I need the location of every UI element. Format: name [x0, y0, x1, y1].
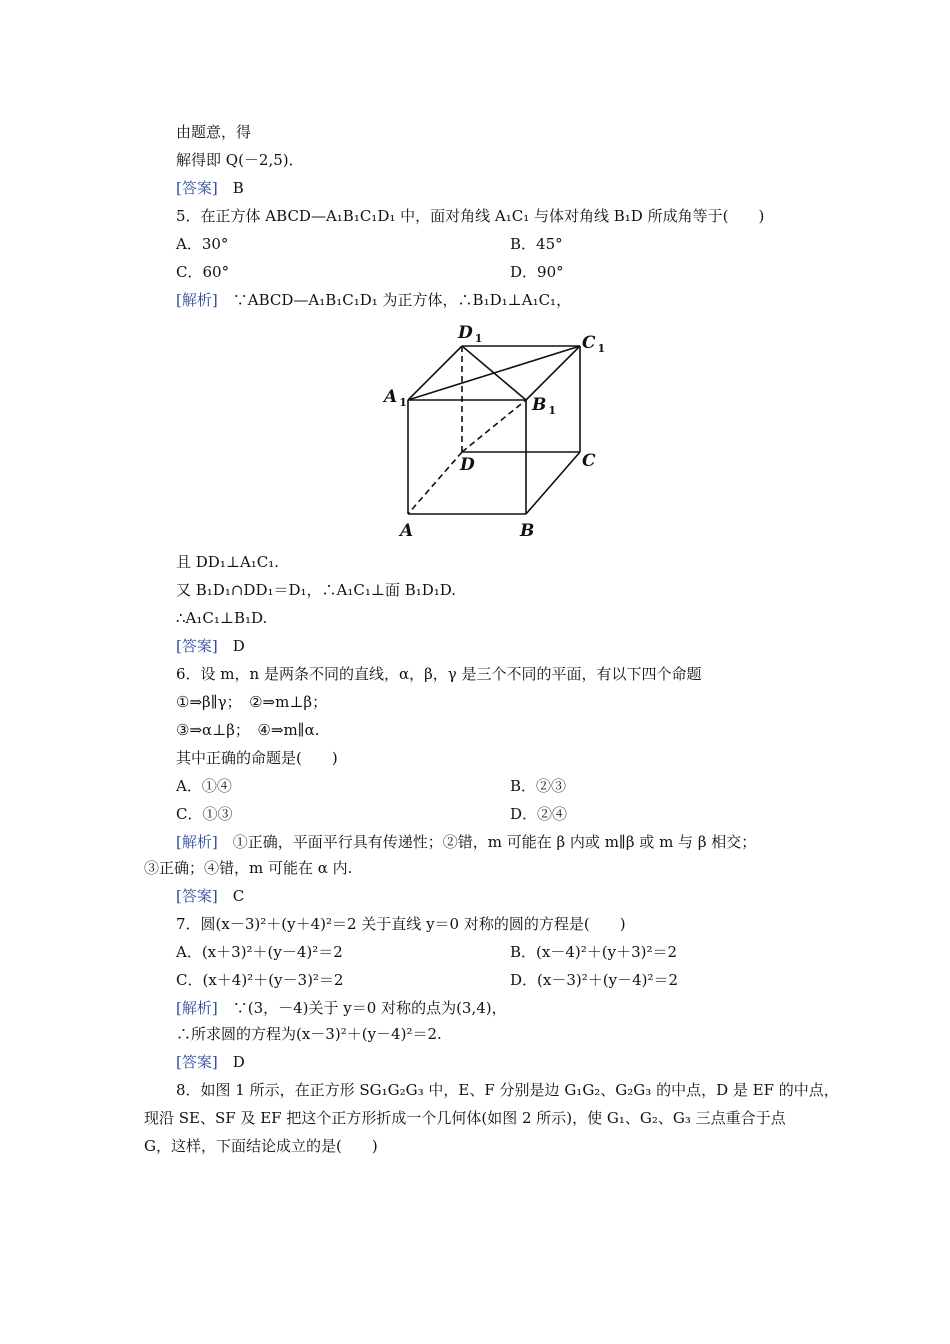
q5-option-a: A．30°: [176, 235, 229, 253]
q5-option-b: B．45°: [510, 235, 563, 253]
label-b1: B $_1$: [532, 395, 557, 417]
cube-diagram: [370, 318, 610, 546]
q6-propositions-3-4: ③⇒α⊥β； ④⇒m∥α.: [176, 721, 320, 739]
label-c1: C $_1$: [582, 333, 606, 355]
analysis-text: ①正确，平面平行具有传递性；②错，m 可能在 β 内或 m∥β 或 m 与 β 相交；: [232, 833, 757, 851]
answer-tag: [答案]: [176, 637, 218, 655]
text-line: 解得即 Q(－2,5)．: [176, 151, 304, 169]
q5-option-c: C．60°: [176, 263, 230, 281]
q7-option-b: B．(x－4)²＋(y＋3)²＝2: [510, 943, 678, 961]
q5-option-d: D．90°: [510, 263, 564, 281]
label-a: A: [400, 521, 414, 541]
analysis-tag: [解析]: [176, 999, 218, 1017]
label-b: B: [520, 521, 535, 541]
q6-option-d: D．②④: [510, 805, 568, 823]
answer-value: B: [232, 179, 244, 197]
question-7-stem: 7．圆(x－3)²＋(y＋4)²＝2 关于直线 y＝0 对称的圆的方程是( ): [176, 915, 626, 933]
answer-line: [176, 178, 244, 198]
q6-option-c: C．①③: [176, 805, 233, 823]
q7-analysis: [176, 998, 507, 1018]
answer-tag: [答案]: [176, 887, 218, 905]
q6-analysis-cont: ③正确；④错，m 可能在 α 内.: [144, 859, 353, 877]
q7-option-d: D．(x－3)²＋(y－4)²＝2: [510, 971, 679, 989]
label-d: D: [460, 455, 475, 475]
q6-option-b: B．②③: [510, 777, 567, 795]
answer-tag: [答案]: [176, 1053, 218, 1071]
q5-answer: [176, 636, 245, 656]
label-d1: D $_1$: [458, 323, 483, 345]
answer-value: D: [232, 1053, 245, 1071]
question-5-stem: 5．在正方体 ABCD—A₁B₁C₁D₁ 中，面对角线 A₁C₁ 与体对角线 B₁D 所成角等于( ): [176, 207, 765, 225]
q7-option-c: C．(x＋4)²＋(y－3)²＝2: [176, 971, 344, 989]
answer-value: C: [232, 887, 245, 905]
analysis-tag: [解析]: [176, 291, 218, 309]
label-c: C: [582, 451, 596, 471]
q7-answer: [176, 1052, 245, 1072]
question-8-line-1: 8．如图 1 所示，在正方形 SG₁G₂G₃ 中，E、F 分别是边 G₁G₂、G₂G₃ 的中点，D 是 EF 的中点，: [176, 1081, 839, 1099]
analysis-tag: [解析]: [176, 833, 218, 851]
q5-step-3: ∴A₁C₁⊥B₁D.: [176, 609, 268, 627]
q5-analysis: [176, 290, 571, 310]
question-8-line-3: G，这样，下面结论成立的是( ): [144, 1137, 378, 1155]
q5-step-1: 且 DD₁⊥A₁C₁.: [176, 553, 280, 571]
q5-step-2: 又 B₁D₁∩DD₁＝D₁，∴A₁C₁⊥面 B₁D₁D.: [176, 581, 457, 599]
q6-ask: 其中正确的命题是( ): [176, 749, 338, 767]
q6-propositions-1-2: ①⇒β∥γ； ②⇒m⊥β；: [176, 693, 328, 711]
question-8-line-2: 现沿 SE、SF 及 EF 把这个正方形折成一个几何体(如图 2 所示)，使 G₁、G₂、G₃ 三点重合于点: [144, 1109, 786, 1127]
analysis-text: ∵ABCD—A₁B₁C₁D₁ 为正方体，∴B₁D₁⊥A₁C₁，: [232, 291, 572, 309]
text-line: 由题意，得: [176, 123, 252, 141]
q6-analysis: [176, 832, 756, 852]
answer-tag: [答案]: [176, 179, 218, 197]
q6-answer: [176, 886, 244, 906]
q7-step-1: ∴所求圆的方程为(x－3)²＋(y－4)²＝2.: [176, 1025, 442, 1043]
q7-option-a: A．(x＋3)²＋(y－4)²＝2: [176, 943, 343, 961]
question-6-stem: 6．设 m，n 是两条不同的直线，α，β，γ 是三个不同的平面，有以下四个命题: [176, 665, 702, 683]
cube-figure: [370, 318, 610, 546]
label-a1: A $_1$: [384, 387, 407, 409]
analysis-text: ∵(3，－4)关于 y＝0 对称的点为(3,4)，: [232, 999, 507, 1017]
q6-option-a: A．①④: [176, 777, 232, 795]
answer-value: D: [232, 637, 245, 655]
